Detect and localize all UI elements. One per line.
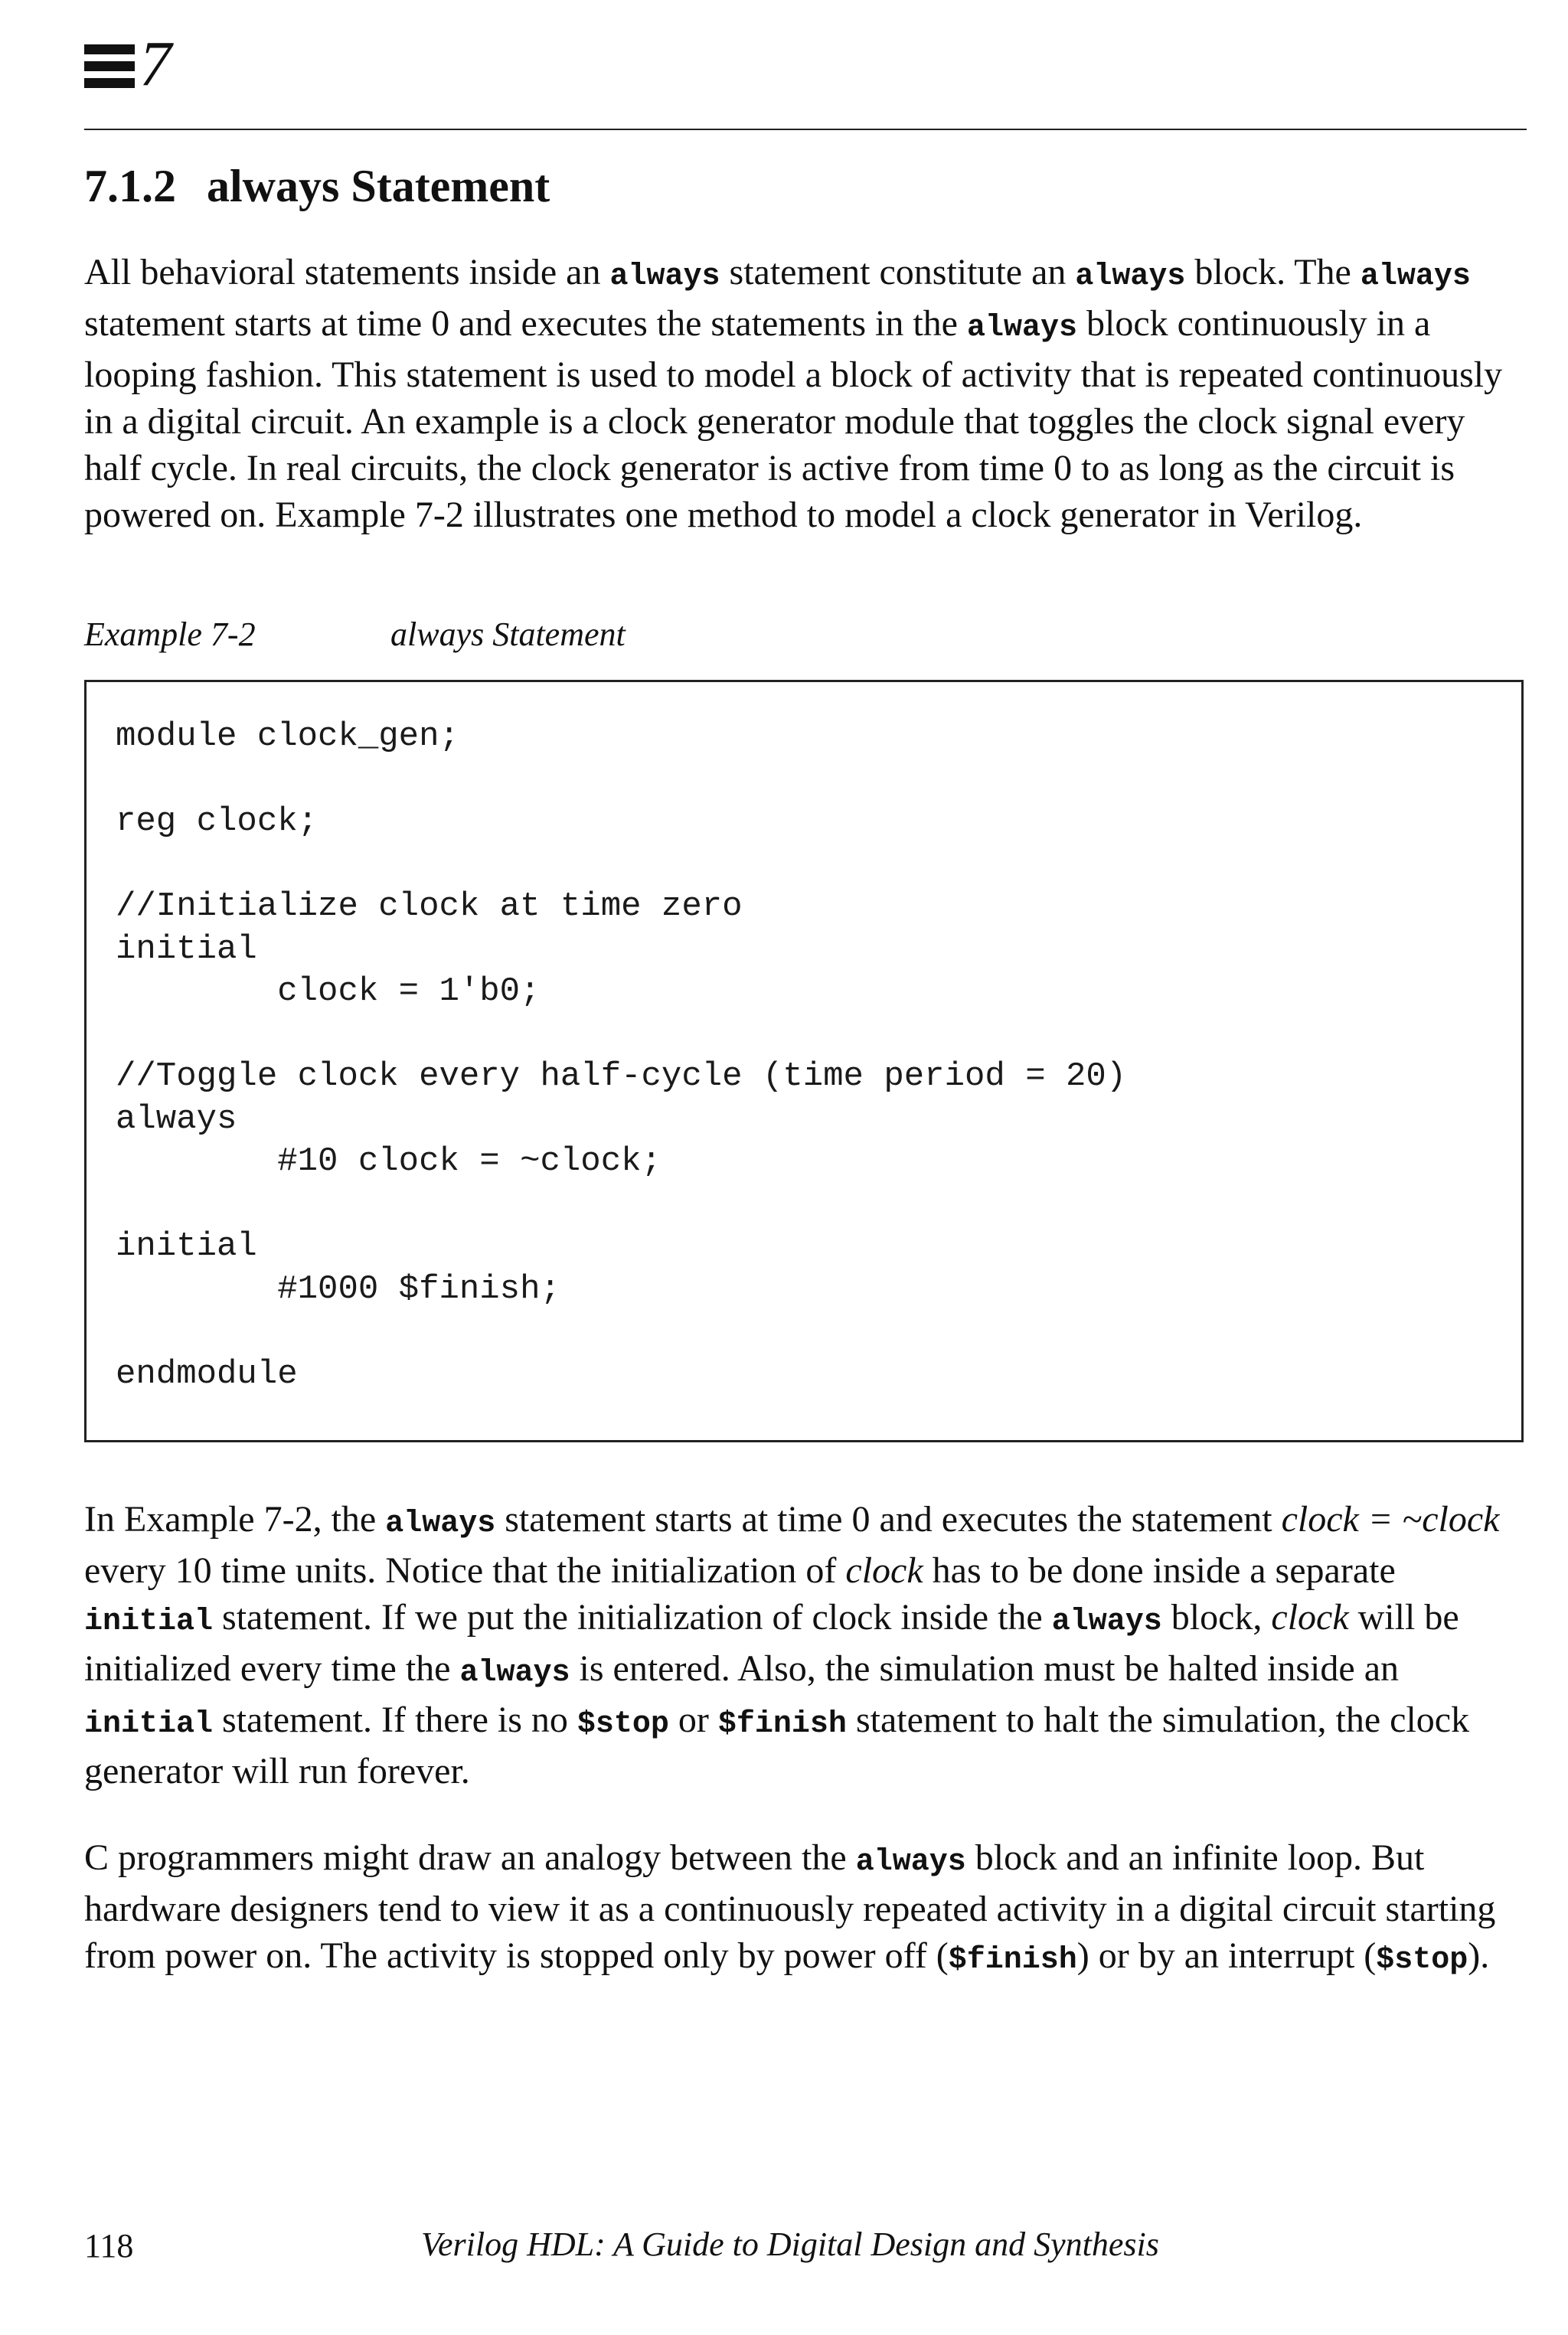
paragraph-intro [84,249,1524,538]
text-span: or [668,1700,718,1740]
section-number: 7.1.2 [84,161,176,211]
header-rule [84,129,1527,130]
keyword-stop: $stop [1376,1943,1468,1977]
keyword-finish: $finish [948,1943,1077,1977]
text-span: In Example 7-2, the [84,1499,386,1540]
text-span: statement starts at time 0 and executes the statements in the [84,303,967,344]
text-span: All behavioral statements inside an [84,252,610,292]
section-heading [84,161,550,211]
text-span: ) or by an interrupt ( [1076,1935,1377,1976]
keyword-always: always [855,1845,966,1879]
keyword-always: always [966,311,1078,345]
text-span: block. The [1185,252,1361,292]
code-listing-box [84,680,1524,1442]
text-span: has to be done inside a separate [923,1550,1396,1591]
text-span: statement. If there is no [213,1700,577,1740]
paragraph-explanation [84,1496,1524,1795]
text-span: statement. If we put the initialization of clock inside the [213,1597,1052,1638]
page-number: 118 [84,2227,134,2265]
section-title: always Statement [207,161,550,211]
italic-expression: clock = ~clock [1281,1499,1500,1540]
keyword-always: always [1051,1605,1162,1639]
text-span: block continuously in a looping fashion. This statement is used to model a block of activity that is repeated continuously in a digital circuit. An example is a clock generator module that toggles the clock signal every half cycle. In real circuits, the clock generator is active from time 0 to as long as the circuit is powered on. Example 7-2 illustrates one method to model a clock generator in Verilog. [84,303,1503,535]
keyword-always: always [385,1507,496,1541]
chapter-number: 7 [139,28,172,100]
book-title: Verilog HDL: A Guide to Digital Design and Synthesis [421,2226,1159,2263]
code-listing: module clock_gen; reg clock; //Initialize clock at time zero initial clock = 1'b0; //Toggle clock every half-cycle (time period = 20) always #10 clock = ~clock; initial #1000 $finish; endmodule [116,717,1127,1393]
keyword-initial: initial [84,1605,214,1639]
chapter-marker [84,28,172,100]
text-span: statement constitute an [720,252,1076,292]
example-caption [84,615,626,654]
text-span: will be initialized every time the [84,1597,1459,1689]
text-span: block and an infinite loop. But hardware designers tend to view it as a continuously repeated activity in a digital circuit starting from power on. The activity is stopped only by power off ( [84,1837,1496,1976]
keyword-always: always [459,1656,570,1690]
text-span: ). [1468,1935,1490,1976]
paragraph-analogy [84,1834,1524,1984]
italic-term: clock [845,1550,923,1591]
italic-term: clock [1271,1597,1349,1638]
chapter-bars-icon [84,44,135,95]
text-span: block, [1161,1597,1272,1638]
keyword-always: always [1360,260,1471,294]
keyword-stop: $stop [577,1707,669,1742]
keyword-initial: initial [84,1707,214,1742]
text-span: every 10 time units. Notice that the initialization of [84,1550,846,1591]
text-span: statement to halt the simulation, the clock generator will run forever. [84,1700,1470,1791]
keyword-always: always [609,260,720,294]
keyword-finish: $finish [717,1707,847,1742]
keyword-always: always [1075,260,1186,294]
text-span: is entered. Also, the simulation must be halted inside an [570,1648,1399,1689]
text-span: statement starts at time 0 and executes the statement [495,1499,1282,1540]
example-label: Example 7-2 [84,616,256,653]
text-span: C programmers might draw an analogy between the [84,1837,856,1878]
example-title: always Statement [390,616,626,653]
